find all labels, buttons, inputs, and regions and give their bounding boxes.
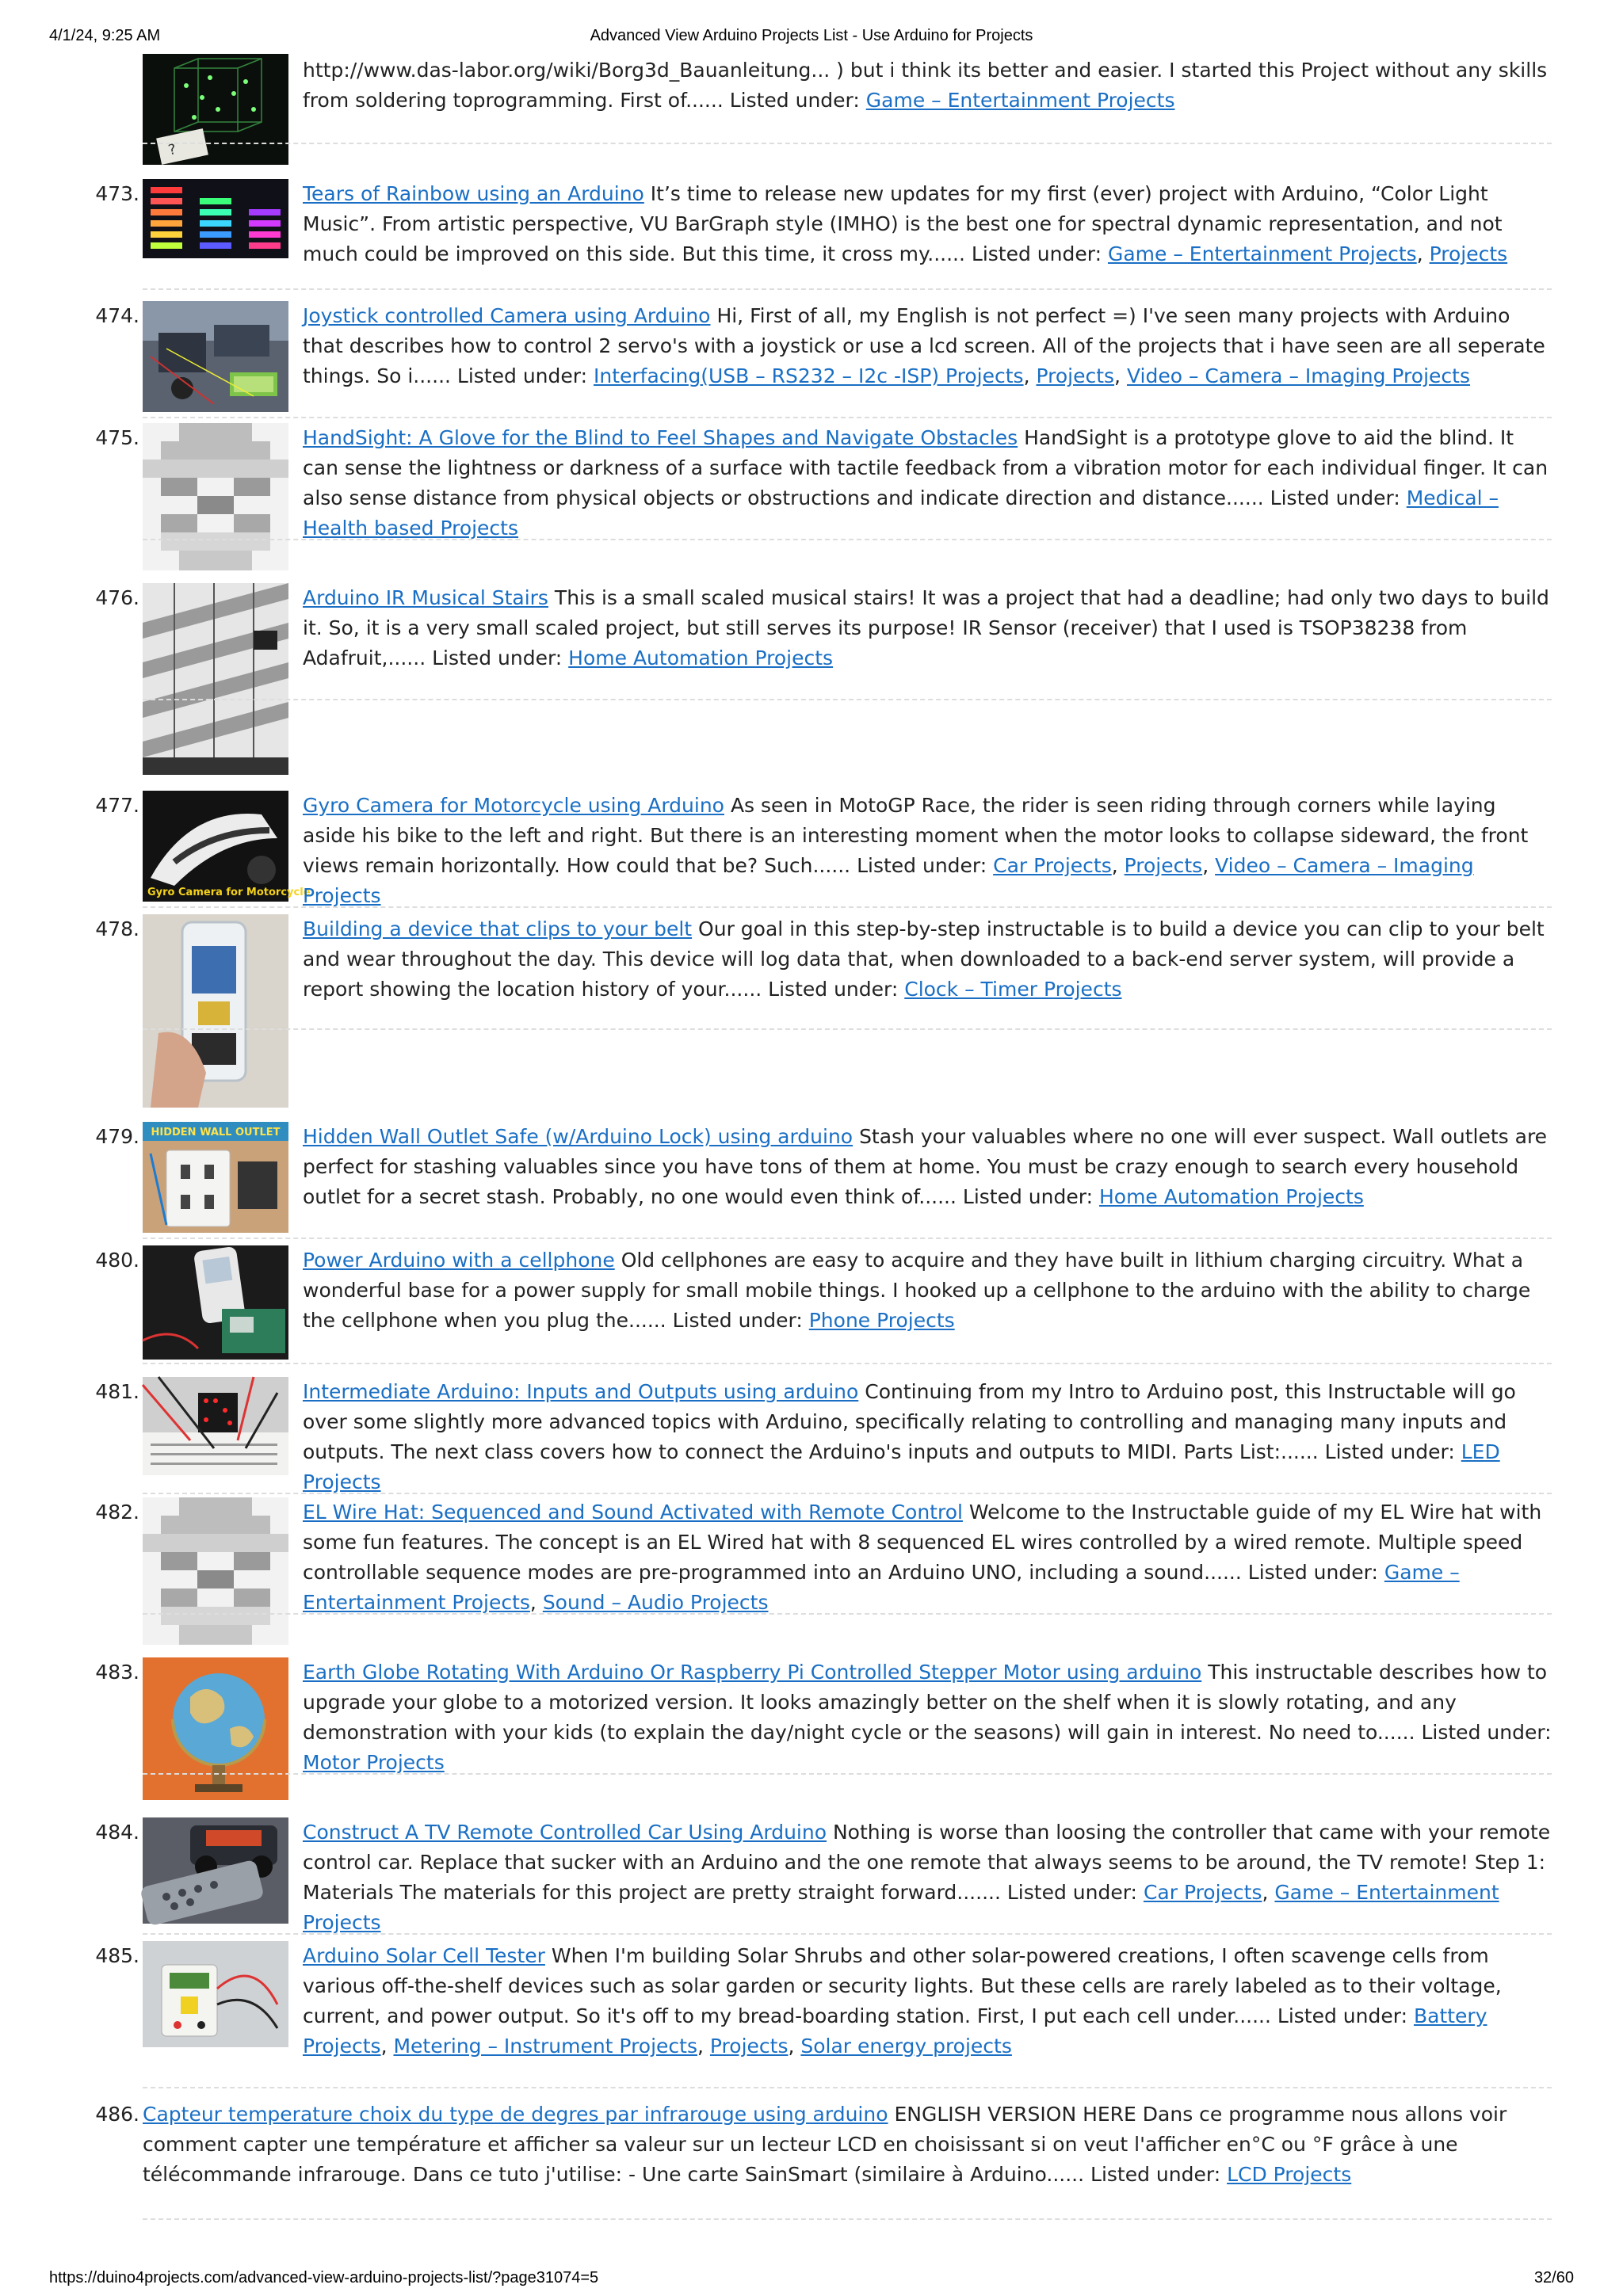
listed-under-label: Listed under: [1247, 1561, 1378, 1584]
entry-number: 485. [95, 1944, 139, 1967]
entry-description: Stash your valuables where no one will ever suspect. Wall outlets are perfect for stashing valuables since you have tons of them at home. You must be crazy enough to search every household outlet for a secret stash. Probably, no one would even think of...... [303, 1125, 1548, 1208]
print-page-number: 32/60 [1533, 2269, 1574, 2286]
divider [143, 1933, 1552, 1935]
listed-under-label: Listed under: [1090, 2163, 1221, 2186]
listed-under-label: Listed under: [1324, 1440, 1455, 1463]
entry-body [143, 2100, 1552, 2190]
listed-under-label: Listed under: [432, 646, 563, 669]
category-link[interactable]: Metering – Instrument Projects [393, 2035, 697, 2058]
entry-body [303, 583, 1552, 673]
motorcycle-icon[interactable] [143, 791, 311, 902]
listed-under-label: Listed under: [768, 978, 899, 1001]
solar-tester-icon[interactable] [143, 1941, 288, 2047]
listed-under-label: Listed under: [857, 854, 987, 877]
divider [143, 143, 1552, 144]
entry-number: 483. [95, 1661, 139, 1684]
entry-body [303, 55, 1552, 116]
divider [143, 1363, 1552, 1364]
entry-number: 475. [95, 426, 139, 449]
stairs-icon[interactable] [143, 583, 288, 775]
entry-number: 482. [95, 1501, 139, 1524]
print-page-title: Advanced View Arduino Projects List - Use Arduino for Projects [590, 27, 1033, 44]
listed-under-label: Listed under: [456, 364, 588, 387]
divider [143, 417, 1552, 418]
entry-title-link[interactable]: Arduino Solar Cell Tester [303, 1944, 545, 1967]
placeholder-icon[interactable] [143, 423, 288, 570]
entry-body: Tears of Rainbow using an Arduino It’s time to release new updates for my first (ever) project with Arduino, “Color Light Music”. From artistic perspective, VU BarGraph style (IMHO) is the best one for spectral dynamic representation, and not much could be improved on this side. But this time, it cross my...... Listed under: Game – Entertainment Projects, Projects [303, 182, 1508, 265]
entry-title-link[interactable]: EL Wire Hat: Sequenced and Sound Activated with Remote Control [303, 1501, 963, 1524]
category-link[interactable]: Solar energy projects [800, 2035, 1012, 2058]
divider [143, 1773, 1552, 1775]
entry-description: Hi, First of all, my English is not perfect =) I've seen many projects with Arduino that describes how to control 2 servo's with a joystick or use a lcd screen. All of the projects that i have seen are all seperate things. So i...... [303, 304, 1545, 387]
entry-title-link[interactable]: Arduino IR Musical Stairs [303, 586, 548, 609]
category-link[interactable]: Projects [1429, 242, 1508, 265]
placeholder-icon[interactable] [143, 1497, 288, 1645]
entry-title-link[interactable]: Earth Globe Rotating With Arduino Or Raspberry Pi Controlled Stepper Motor using arduino [303, 1661, 1202, 1684]
entry-number: 479. [95, 1125, 139, 1148]
entry-number: 484. [95, 1821, 139, 1844]
category-link[interactable]: Game – Entertainment Projects [1107, 242, 1417, 265]
listed-under-label: Listed under: [1277, 2004, 1408, 2027]
entry-description: ENGLISH VERSION HERE Dans ce programme nous allons voir comment capter une température et afficher sa valeur sur un lecteur LCD en choisissant si on veut l'afficher en°C ou °F grâce à une télécommande infrarouge. Dans ce tuto j'utilise: - Une carte SainSmart (similaire à Arduino...... [143, 2103, 1507, 2186]
wall-outlet-icon[interactable] [143, 1122, 288, 1233]
category-link[interactable]: Projects [1036, 364, 1115, 387]
print-datetime: 4/1/24, 9:25 AM [49, 27, 161, 44]
divider [143, 906, 1552, 908]
category-link[interactable]: Medical – Health based Projects [303, 486, 1499, 540]
listed-under-label: Listed under: [1421, 1721, 1552, 1744]
entry-body [303, 914, 1552, 1005]
entry-number: 474. [95, 304, 139, 327]
entry-number: 478. [95, 917, 139, 940]
divider [143, 288, 1552, 290]
thumb-caption: HIDDEN WALL OUTLET [151, 1127, 281, 1138]
thumb-caption: Gyro Camera for Motorcycle [147, 887, 311, 898]
entry-number: 486. [95, 2103, 139, 2126]
breadboard-icon[interactable] [143, 1377, 288, 1475]
category-link[interactable]: LCD Projects [1227, 2163, 1352, 2186]
divider [143, 1028, 1552, 1030]
listed-under-label: Listed under: [971, 242, 1102, 265]
listed-under-label: Listed under: [962, 1185, 1094, 1208]
entry-body: Gyro Camera for Motorcycle using Arduino As seen in MotoGP Race, the rider is seen riding through corners while laying aside his bike to the left and right. But there is an interesting moment when the motor looks to collapse sideward, the front views remain horizontally. How could that be? Such...... Listed under: Car Projects, Projects, Video – Camera – Imaging Projects [303, 794, 1529, 907]
entry-body [303, 1245, 1552, 1336]
category-link[interactable]: Sound – Audio Projects [542, 1591, 769, 1614]
divider [143, 1613, 1552, 1615]
entry-description: Our goal in this step-by-step instructable is to build a device you can clip to your belt and wear throughout the day. This device will log data that, when downloaded to a back-end server system, will provide a report showing the location history of your...... [303, 917, 1545, 1001]
entry-title-link[interactable]: Tears of Rainbow using an Arduino [303, 182, 644, 205]
category-link[interactable]: Video – Camera – Imaging Projects [1126, 364, 1470, 387]
category-link[interactable]: Game – Entertainment Projects [303, 1561, 1460, 1614]
entry-description: It’s time to release new updates for my first (ever) project with Arduino, “Color Light Music”. From artistic perspective, VU BarGraph style (IMHO) is the best one for spectral dynamic representation, and not much could be improved on this side. But this time, it cross my...... [303, 182, 1503, 265]
workbench-icon[interactable] [143, 301, 288, 412]
entry-title-link[interactable]: Power Arduino with a cellphone [303, 1249, 615, 1272]
entry-title-link[interactable]: Capteur temperature choix du type de degres par infrarouge using arduino [143, 2103, 888, 2126]
entry-description: When I'm building Solar Shrubs and other solar-powered creations, I often scavenge cells from various off-the-shelf devices such as solar garden or security lights. But these cells are rarely labeled as to their voltage, current, and power output. So it's off to my bread-boarding station. First, I put each cell under...... [303, 1944, 1502, 2027]
entry-title-link[interactable]: Joystick controlled Camera using Arduino [303, 304, 711, 327]
entry-description: Continuing from my Intro to Arduino post, this Instructable will go over some slightly more advanced topics with Arduino, specifically relating to controlling and managing many inputs and outputs. The next class covers how to connect the Arduino's inputs and outputs to MIDI. Parts List:...... [303, 1380, 1516, 1463]
entry-number: 481. [95, 1380, 139, 1403]
entry-title-link[interactable]: Building a device that clips to your belt [303, 917, 693, 940]
entry-body: Construct A TV Remote Controlled Car Using Arduino Nothing is worse than loosing the controller that came with your remote control car. Replace that sucker with an Arduino and the one remote that always seems to be around, the TV remote! Step 1: Materials The materials for this project are pretty straight forward....... Listed under: Car Projects, Game – Entertainment Projects [303, 1821, 1551, 1934]
listed-under-label: Listed under: [729, 89, 860, 112]
entry-body [303, 423, 1552, 543]
led-cube-icon[interactable] [143, 54, 288, 165]
divider [143, 539, 1552, 540]
entry-body: Joystick controlled Camera using Arduino Hi, First of all, my English is not perfect =) I've seen many projects with Arduino that describes how to control 2 servo's with a joystick or use a lcd screen. All of the projects that i have seen are all seperate things. So i...... Listed under: Interfacing(USB – RS232 – I2c -ISP) Projects, Projects, Video – Camera – Imaging Projects [303, 304, 1545, 387]
divider [143, 1493, 1552, 1494]
entry-description: Nothing is worse than loosing the controller that came with your remote control car. Replace that sucker with an Arduino and the one remote that always seems to be around, the TV remote! Step 1: Materials The materials for this project are pretty straight forward....... [303, 1821, 1551, 1904]
category-link[interactable]: Game – Entertainment Projects [865, 89, 1175, 112]
entry-body: Arduino Solar Cell Tester When I'm building Solar Shrubs and other solar-powered creations, I often scavenge cells from various off-the-shelf devices such as solar garden or security lights. But these cells are rarely labeled as to their voltage, current, and power output. So it's off to my bread-boarding station. First, I put each cell under...... Listed under: Battery Projects, Metering – Instrument Projects, Projects, Solar energy projects [303, 1944, 1502, 2058]
listed-under-label: Listed under: [672, 1309, 803, 1332]
category-link[interactable]: Battery Projects [303, 2004, 1487, 2058]
svg-text:?: ? [166, 140, 178, 159]
divider [143, 699, 1552, 700]
category-link[interactable]: LED Projects [303, 1440, 1500, 1493]
entry-title-link[interactable]: Construct A TV Remote Controlled Car Using Arduino [303, 1821, 827, 1844]
entry-number: 476. [95, 586, 139, 609]
entry-number: 480. [95, 1249, 139, 1272]
category-link[interactable]: Interfacing(USB – RS232 – I2c -ISP) Projects [593, 364, 1024, 387]
entry-description: As seen in MotoGP Race, the rider is seen riding through corners while laying aside his bike to the left and right. But there is an interesting moment when the motor looks to collapse sideward, the front views remain horizontally. How could that be? Such...... [303, 794, 1529, 877]
entry-body [303, 1122, 1552, 1212]
entry-body [303, 1377, 1552, 1497]
entry-description: This instructable describes how to upgrade your globe to a motorized version. It looks amazingly better on the shelf when it is slowly rotating, and any demonstration with your kids (to explain the day/night cycle or the seasons) will gain in interest. No need to...... [303, 1661, 1548, 1744]
entry-body [303, 1657, 1552, 1778]
category-link[interactable]: Car Projects [993, 854, 1112, 877]
divider [143, 2087, 1552, 2088]
entry-description: This is a small scaled musical stairs! It was a project that had a deadline; had only two days to build it. So, it is a very small scaled project, but still serves its purpose! IR Sensor (receiver) that I used is TSOP38238 from Adafruit,...... [303, 586, 1549, 669]
entry-description: http://www.das-labor.org/wiki/Borg3d_Bauanleitung... ) but i think its better and easier. I started this Project without any skills from soldering toprogramming. First of...... [303, 59, 1548, 112]
category-link[interactable]: Projects [1124, 854, 1203, 877]
entry-number: 477. [95, 794, 139, 817]
divider [143, 1238, 1552, 1239]
listed-under-label: Listed under: [1270, 486, 1400, 509]
entry-title-link[interactable]: Intermediate Arduino: Inputs and Outputs using arduino [303, 1380, 859, 1403]
rc-car-icon[interactable] [143, 1817, 288, 1924]
rainbow-bars-icon[interactable] [143, 179, 288, 258]
print-url: https://duino4projects.com/advanced-view-arduino-projects-list/?page31074=5 [49, 2269, 599, 2286]
category-link[interactable]: Home Automation Projects [568, 646, 834, 669]
entry-description: HandSight is a prototype glove to aid the blind. It can sense the lightness or darkness of a surface with tactile feedback from a vibration motor for each individual finger. It can also sense distance from physical objects or obstructions and indicate direction and distance...... [303, 426, 1549, 509]
entry-description: Welcome to the Instructable guide of my EL Wire hat with some fun features. The concept is an EL Wired hat with 8 sequenced EL wires controlled by a wired remote. Multiple speed controllable sequence modes are pre-programmed into an Arduino UNO, including a sound...... [303, 1501, 1542, 1584]
category-link[interactable]: Car Projects [1143, 1881, 1262, 1904]
category-link[interactable]: Clock – Timer Projects [904, 978, 1122, 1001]
entry-body: EL Wire Hat: Sequenced and Sound Activated with Remote Control Welcome to the Instructable guide of my EL Wire hat with some fun features. The concept is an EL Wired hat with 8 sequenced EL wires controlled by a wired remote. Multiple speed controllable sequence modes are pre-programmed into an Arduino UNO, including a sound...... Listed under: Game – Entertainment Projects, Sound – Audio Projects [303, 1501, 1542, 1614]
globe-icon[interactable] [143, 1657, 288, 1800]
cellphone-icon[interactable] [143, 1245, 288, 1360]
category-link[interactable]: Video – Camera – Imaging Projects [303, 854, 1474, 907]
entry-description: Old cellphones are easy to acquire and they have built in lithium charging circuitry. What a wonderful base for a power supply for small mobile things. I hooked up a cellphone to the arduino with the ability to charge the cellphone when you plug the...... [303, 1249, 1531, 1332]
entry-title-link[interactable]: Gyro Camera for Motorcycle using Arduino [303, 794, 724, 817]
entry-title-link[interactable]: Hidden Wall Outlet Safe (w/Arduino Lock) using arduino [303, 1125, 854, 1148]
category-link[interactable]: Phone Projects [808, 1309, 955, 1332]
entry-title-link[interactable]: HandSight: A Glove for the Blind to Feel Shapes and Navigate Obstacles [303, 426, 1018, 449]
belt-device-icon[interactable] [143, 914, 288, 1108]
divider [143, 2218, 1552, 2220]
entry-number: 473. [95, 182, 139, 205]
category-link[interactable]: Home Automation Projects [1098, 1185, 1364, 1208]
category-link[interactable]: Motor Projects [303, 1751, 445, 1774]
print-footer [49, 2269, 1574, 2290]
category-link[interactable]: Projects [709, 2035, 789, 2058]
listed-under-label: Listed under: [1006, 1881, 1137, 1904]
category-link[interactable]: Game – Entertainment Projects [303, 1881, 1499, 1934]
